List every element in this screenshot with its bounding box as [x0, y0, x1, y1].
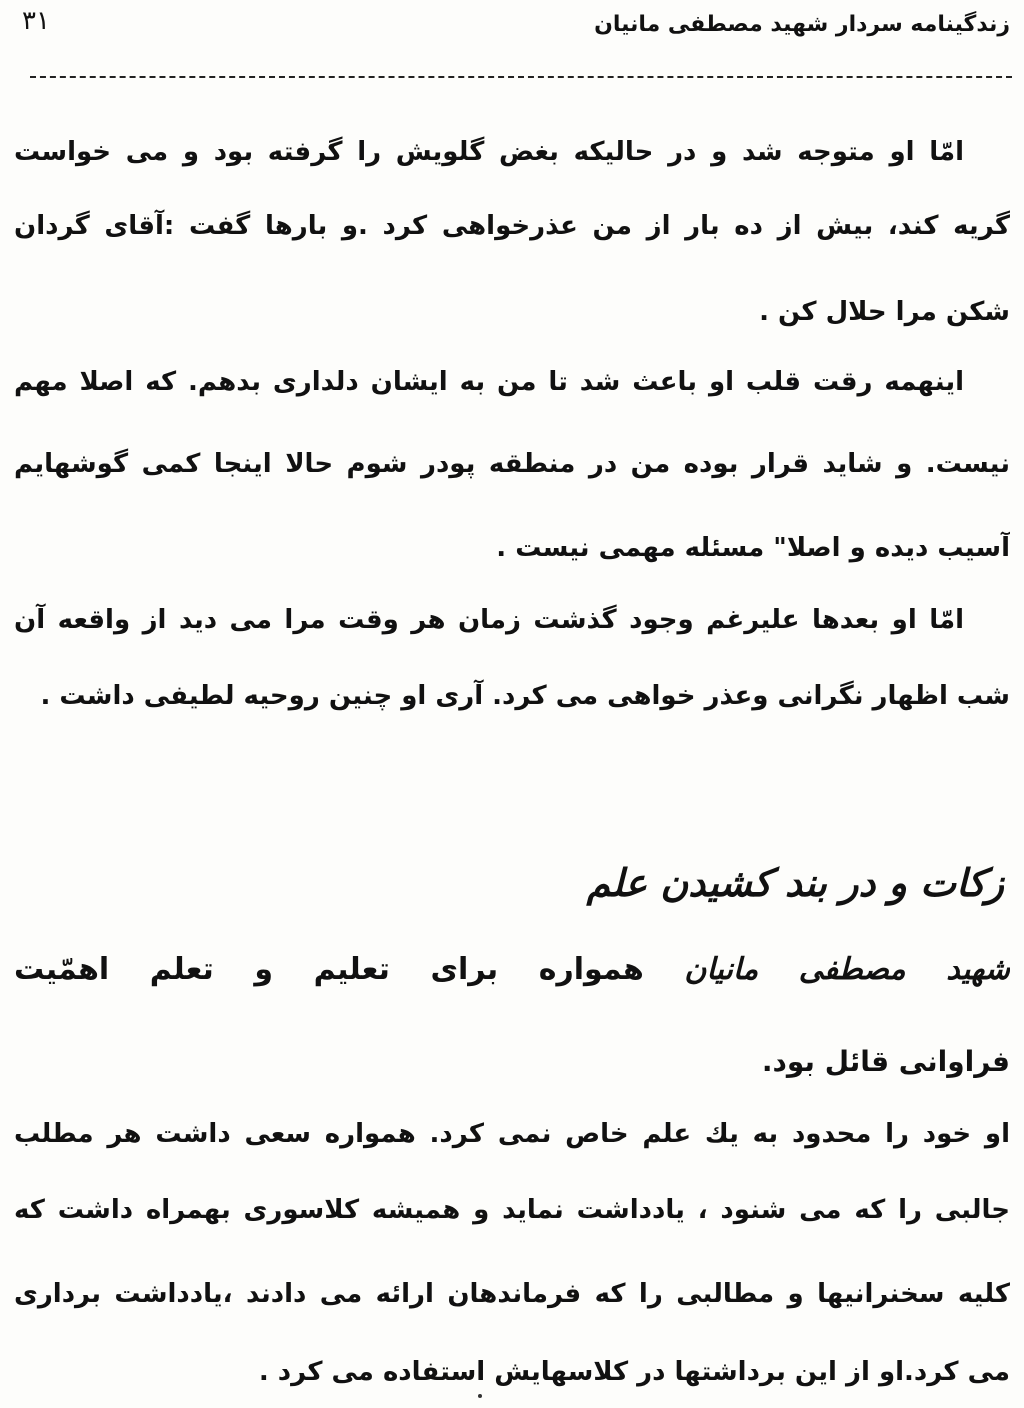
section-heading: زکات و در بند کشیدن علم — [586, 860, 1004, 905]
paragraph4-line-1: او خود را محدود به یك علم خاص نمی کرد. همواره سعی داشت هر مطلب — [14, 1119, 1010, 1149]
paragraph1-line-1: امّا او متوجه شد و در حالیکه بغض گلویش را گرفته بود و می خواست — [14, 137, 964, 167]
paragraph3-line-1: امّا او بعدها علیرغم وجود گذشت زمان هر وقت مرا می دید از واقعه آن — [14, 605, 964, 635]
scan-speck — [478, 1394, 482, 1398]
paragraph2-line-2: نیست. و شاید قرار بوده من در منطقه پودر شوم حالا اینجا کمی گوشهایم — [14, 449, 1010, 479]
paragraph1-line-2: گریه کند، بیش از ده بار از من عذرخواهی کرد .و بارها گفت :آقای گردان — [14, 211, 1010, 241]
paragraph4-line-3: کلیه سخنرانیها و مطالبی را که فرماندهان ارائه می دادند ،یادداشت برداری — [14, 1279, 1010, 1309]
paragraph3-line-2: شب اظهار نگرانی وعذر خواهی می کرد. آری او چنین روحیه لطیفی داشت . — [40, 681, 1010, 711]
section-lead-line-2: فراوانی قائل بود. — [761, 1045, 1010, 1078]
paragraph4-line-2: جالبی را که می شنود ، یادداشت نماید و همیشه کلاسوری بهمراه داشت که — [14, 1195, 1010, 1225]
page-number: ۳۱ — [22, 6, 50, 36]
section-lead-line — [14, 948, 1010, 992]
paragraph2-line-1: اینهمه رقت قلب او باعث شد تا من به ایشان دلداری بدهم. که اصلا مهم — [14, 367, 964, 397]
lead-name: شهید مصطفی مانیان — [684, 952, 1010, 987]
paragraph1-line-3: شکن مرا حلال کن . — [759, 297, 1010, 327]
running-title: زندگینامه سردار شهید مصطفی مانیان — [594, 12, 1010, 37]
header-divider — [30, 76, 1012, 78]
paragraph4-line-4: می کرد.او از این برداشتها در کلاسهایش استفاده می کرد . — [258, 1357, 1010, 1387]
paragraph2-line-3: آسیب دیده و اصلا" مسئله مهمی نیست . — [496, 533, 1010, 563]
lead-rest: همواره برای تعلیم و تعلم اهمّیت — [14, 952, 644, 987]
